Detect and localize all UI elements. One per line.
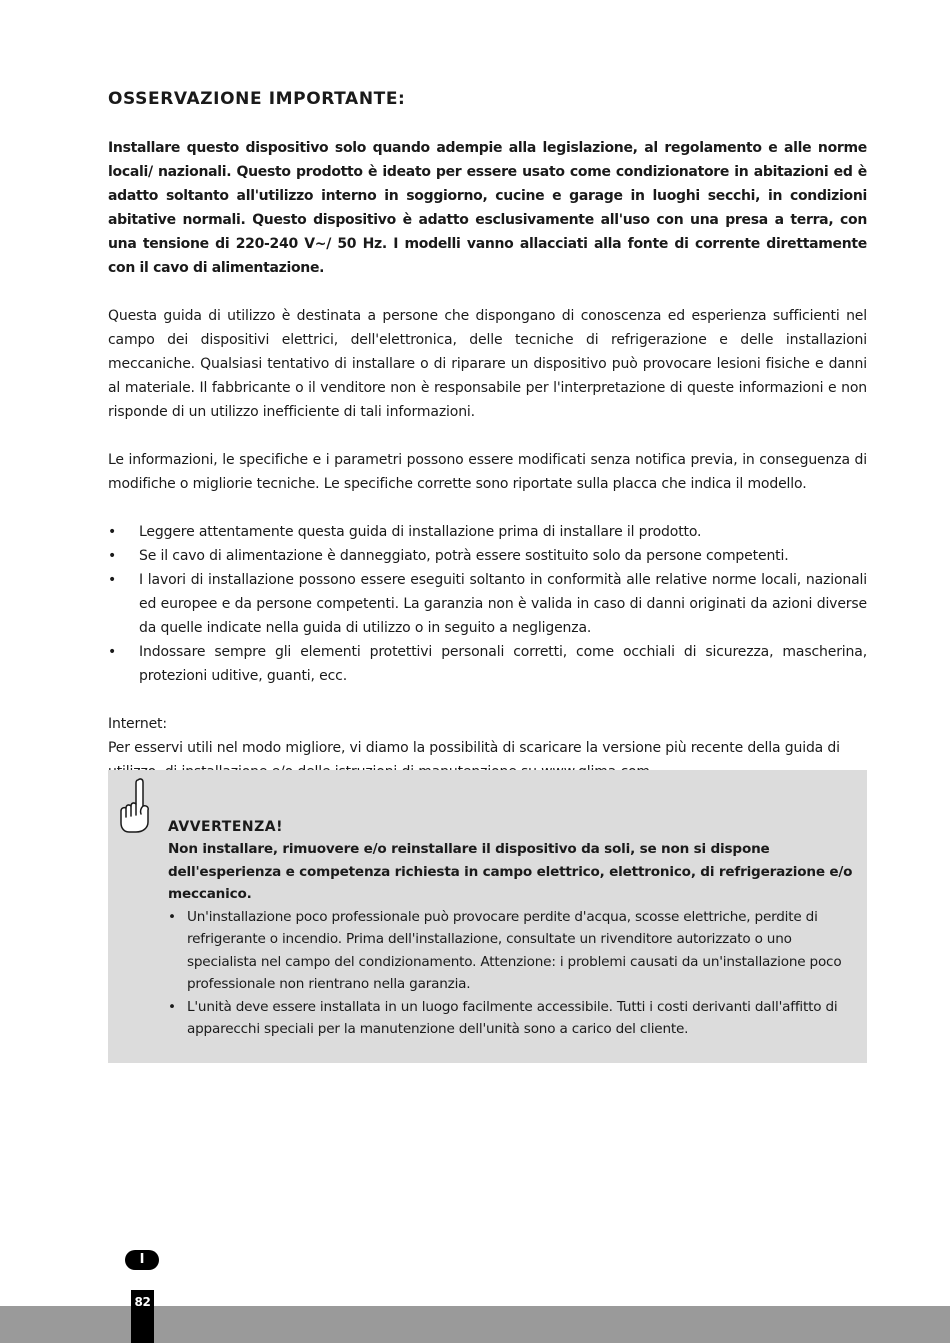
list-item: • L'unità deve essere installata in un luogo facilmente accessibile. Tutti i costi derivanti dall'affitto di apparecchi speciali per la manutenzione dell'unità sono a carico del cliente. [168,996,858,1041]
warning-text: Non installare, rimuovere e/o reinstallare il dispositivo da soli, se non si dispone dell'esperienza e competenza richiesta in campo elettrico, elettronico, di refrigerazione e/o meccanico. [168,841,853,902]
bullet-symbol: • [108,644,117,660]
bullet-symbol: • [108,572,117,588]
intro-paragraph: Installare questo dispositivo solo quando adempie alla legislazione, al regolamento e alle norme locali/ nazionali. Questo prodotto è ideato per essere usato come condizionatore in abitazioni ed è adatto soltanto all'utilizzo interno in soggiorno, cucine e garage in luoghi secchi, in condizioni abitative normali. Questo dispositivo è adatto esclusivamente all'uso con una presa a terra, con una tensione di 220-240 V~/ 50 Hz. I modelli vanno allacciati alla fonte di corrente direttamente con il cavo di alimentazione. [108,140,867,276]
paragraph-specifications: Le informazioni, le specifiche e i parametri possono essere modificati senza notifica previa, in conseguenza di modifiche o migliorie tecniche. Le specifiche corrette sono riportate sulla placca che indica il modello. [108,452,867,492]
paragraph-audience: Questa guida di utilizzo è destinata a persone che dispongano di conoscenza ed esperienza sufficienti nel campo dei dispositivi elettrici, dell'elettronica, delle tecniche di refrigerazione e delle installazioni meccaniche. Qualsiasi tentativo di installare o di riparare un dispositivo può provocare lesioni fisiche e danni al materiale. Il fabbricante o il venditore non è responsabile per l'interpretazione di queste informazioni e non risponde di un utilizzo inefficiente di tali informazioni. [108,308,867,420]
internet-label: Internet: [108,716,167,732]
list-item: • Indossare sempre gli elementi protettivi personali corretti, come occhiali di sicurezza, mascherina, protezioni uditive, guanti, ecc. [108,640,867,688]
warning-title: AVVERTENZA! [168,819,283,835]
main-content [108,88,867,784]
bullet-symbol: • [168,998,176,1015]
warning-bullet-list [168,906,858,1041]
internet-text: Per esservi utili nel modo migliore, vi diamo la possibilità di scaricare la versione più recente della guida di [108,740,840,756]
list-item: • Un'installazione poco professionale può provocare perdite d'acqua, scosse elettriche, perdite di refrigerante o incendio. Prima dell'installazione, consultate un rivenditore autorizzato o uno specialista nel campo del condizionamento. Attenzione: i problemi causati da un'installazione poco professionale non rientrano nella garanzia. [168,906,858,996]
page-number: 82 [131,1290,154,1343]
language-badge: I [125,1250,159,1270]
bullet-symbol: • [168,908,176,925]
page-heading: OSSERVAZIONE IMPORTANTE: [108,89,406,109]
list-item: • Se il cavo di alimentazione è danneggiato, potrà essere sostituito solo da persone competenti. [108,544,867,568]
list-item: • Leggere attentamente questa guida di installazione prima di installare il prodotto. [108,520,867,544]
bullet-symbol: • [108,548,117,564]
bullet-symbol: • [108,524,117,540]
warning-box [108,770,867,1063]
warning-content [168,816,858,1041]
safety-bullet-list [108,520,867,688]
pointing-hand-icon [114,776,154,836]
list-item: • I lavori di installazione possono essere eseguiti soltanto in conformità alle relative norme locali, nazionali ed europee e da persone competenti. La garanzia non è valida in caso di danni originati da azioni diverse da quelle indicate nella guida di utilizzo o in seguito a negligenza. [108,568,867,640]
